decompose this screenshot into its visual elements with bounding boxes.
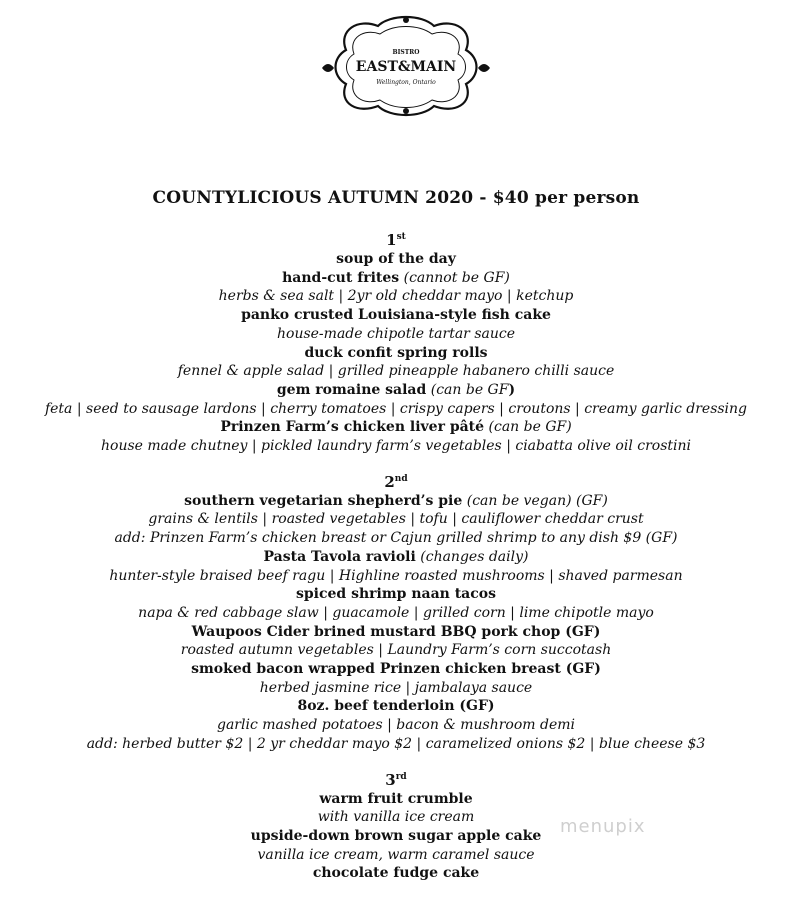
course-heading-second [0,470,792,492]
dish-description: house-made chipotle tartar sauce [277,325,515,342]
dish-note: (changes daily) [415,548,529,565]
course-number: 2 [384,472,395,491]
dish-fishcake: panko crusted Louisiana-style fish cake [241,307,551,324]
watermark: menupix [560,816,646,837]
dish-note: (can be GF [426,381,509,398]
dish-shepherds-pie [0,492,792,511]
course-suffix: st [396,232,406,242]
dish-note-close: ) [508,381,516,398]
dish-description: roasted autumn vegetables | Laundry Farm’s corn succotash [180,642,612,659]
dish-name: Pasta Tavola ravioli [263,548,416,565]
course-number: 3 [385,770,396,789]
dish-crumble: warm fruit crumble [319,790,473,807]
dish-description: garlic mashed potatoes | bacon & mushroom demi [217,717,575,734]
dish-name: gem romaine salad [276,381,427,398]
course-heading-first [0,228,792,250]
dish-description: napa & red cabbage slaw | guacamole | grilled corn | lime chipotle mayo [138,604,654,621]
dish-description: with vanilla ice cream [317,809,475,826]
course-suffix: nd [394,473,408,484]
dish-tacos: spiced shrimp naan tacos [296,586,496,603]
dish-note: (cannot be GF) [399,269,510,286]
logo-name-text: EAST&MAIN [355,59,457,75]
dish-description: feta | seed to sausage lardons | cherry tomatoes | crispy capers | croutons | creamy garlic dressing [44,400,748,417]
dish-description: house made chutney | pickled laundry farm’s vegetables | ciabatta olive oil crostini [101,438,691,455]
dish-description: vanilla ice cream, warm caramel sauce [257,846,535,863]
dish-chicken-breast: smoked bacon wrapped Prinzen chicken breast (GF) [191,661,601,678]
dish-frites [0,269,792,288]
dish-salad [0,381,792,400]
dish-note: (can be vegan) (GF) [462,492,608,509]
dish-description: hunter-style braised beef ragu | Highline roasted mushrooms | shaved parmesan [109,567,683,584]
dish-description: herbed jasmine rice | jambalaya sauce [259,679,533,696]
dish-beef-tenderloin: 8oz. beef tenderloin (GF) [297,698,495,715]
logo-sub-text: Wellington, Ontario [376,79,436,86]
dish-add-on: add: herbed butter $2 | 2 yr cheddar mayo $2 | caramelized onions $2 | blue cheese $3 [86,735,706,752]
dish-name: Prinzen Farm’s chicken liver pâté [220,419,485,436]
dish-soup: soup of the day [336,251,456,267]
course-number: 1 [386,231,397,249]
course-heading-third [0,768,792,790]
dish-ravioli [0,548,792,567]
dish-add-on: add: Prinzen Farm’s chicken breast or Cajun grilled shrimp to any dish $9 (GF) [114,530,678,547]
menu-body [0,228,792,883]
dish-description: fennel & apple salad | grilled pineapple habanero chilli sauce [177,363,615,380]
dish-description: herbs & sea salt | 2yr old cheddar mayo | ketchup [218,288,574,305]
course-suffix: rd [395,771,407,782]
dish-name: hand-cut frites [282,269,400,286]
menu-title: COUNTYLICIOUS AUTUMN 2020 - $40 per person [152,188,640,208]
dish-description: grains & lentils | roasted vegetables | tofu | cauliflower cheddar crust [148,511,644,528]
dish-name: southern vegetarian shepherd’s pie [184,492,463,509]
dish-fudge-cake: chocolate fudge cake [312,865,480,882]
bistro-logo [318,10,494,120]
dish-pate [0,418,792,437]
dish-apple-cake: upside-down brown sugar apple cake [250,827,542,844]
dish-note: (can be GF) [484,419,572,436]
logo-top-text: BISTRO [392,49,420,56]
ornate-frame-icon [318,10,494,120]
dish-pork-chop: Waupoos Cider brined mustard BBQ pork chop (GF) [191,623,601,640]
dish-spring-rolls: duck confit spring rolls [304,344,488,361]
